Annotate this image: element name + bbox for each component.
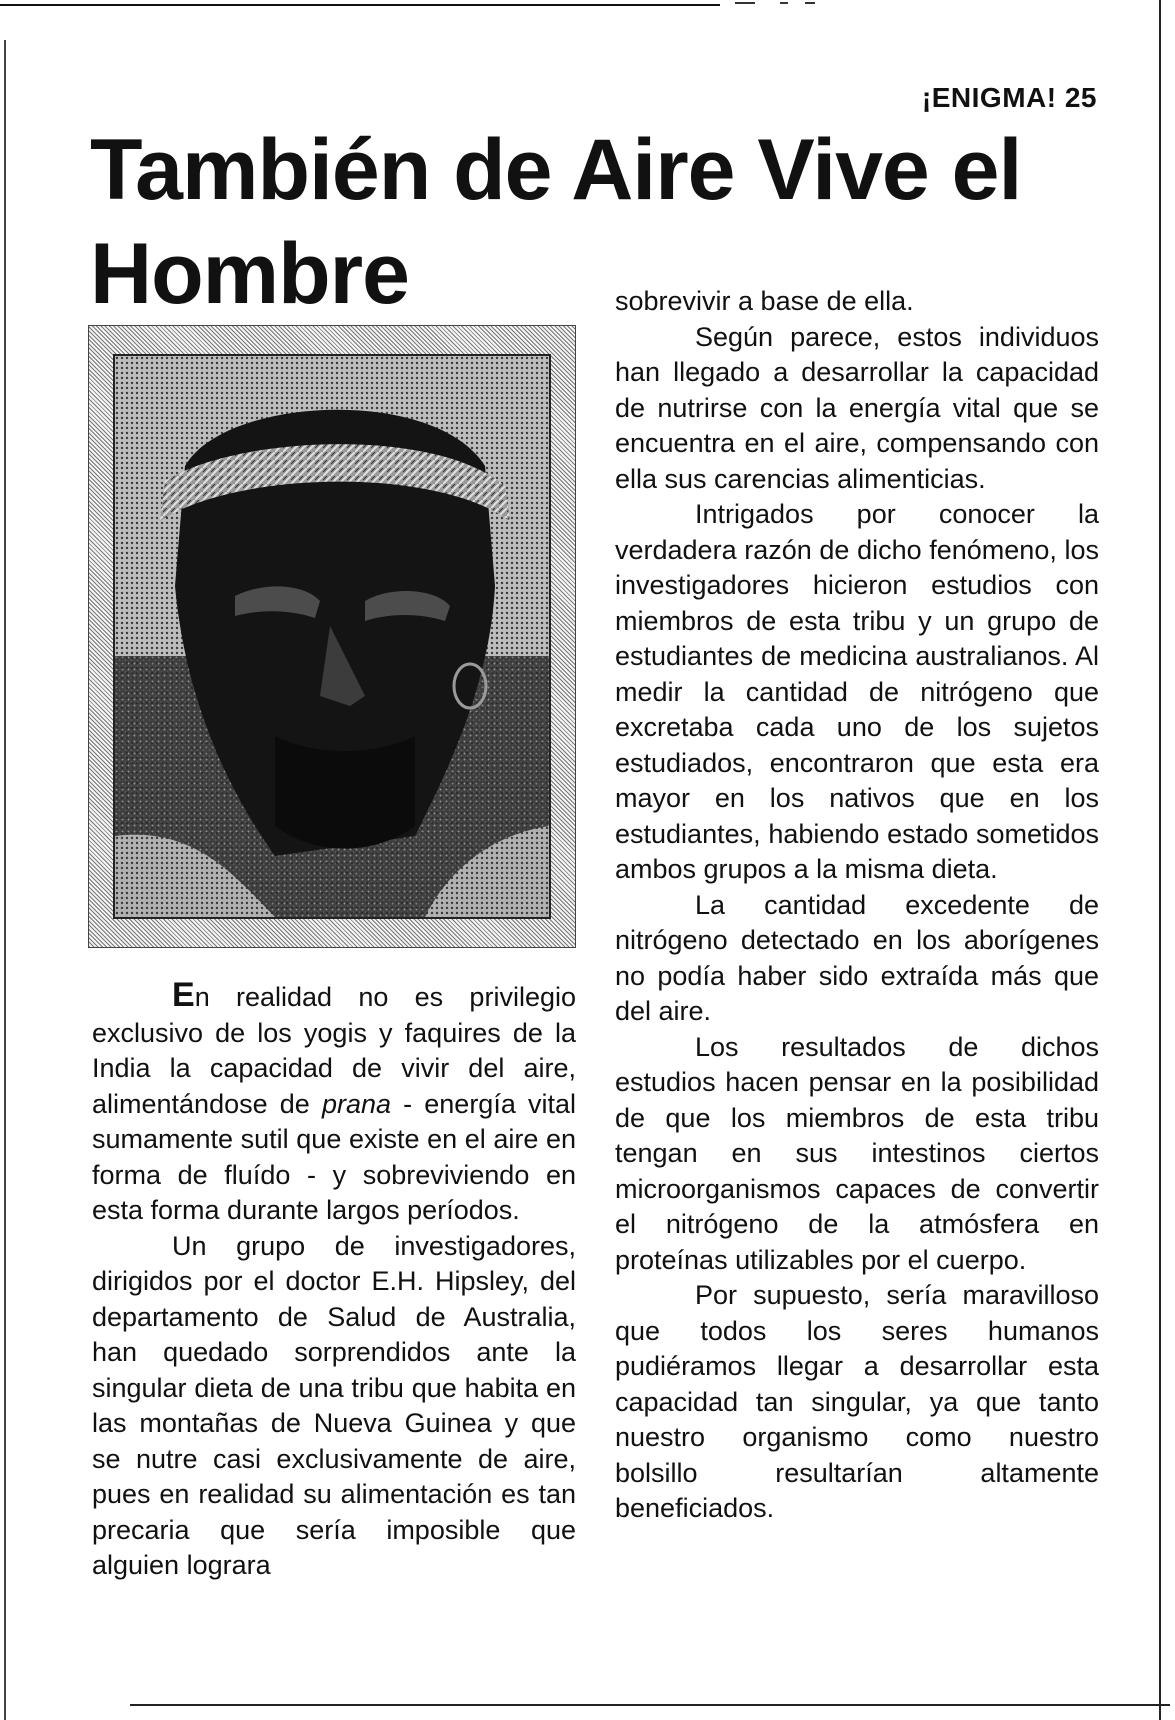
scan-mark	[735, 2, 755, 4]
article-title: También de Aire Vive el Hombre	[90, 122, 1022, 322]
scan-edge-right	[1159, 0, 1161, 1720]
scan-mark	[780, 2, 788, 4]
drop-cap: E	[172, 976, 195, 1014]
article-column-right	[615, 284, 1099, 1527]
portrait-illustration	[115, 356, 549, 917]
paragraph-2-continued: sobrevivir a base de ella.	[615, 286, 914, 316]
scan-edge-bottom	[130, 1704, 1170, 1706]
scan-edge-left	[4, 40, 6, 1720]
paragraph-2: Un grupo de investigadores, dirigidos por el doctor E.H. Hipsley, del departamento de Salud de Australia, han quedado sorprendidos ante la singular dieta de una tribu que habita en las montañas de Nueva Guinea y que se nutre casi exclusivamente de aire, pues en realidad su alimentación es tan precaria que sería imposible que alguien lograra	[92, 1230, 576, 1580]
intro-text-a: n realidad no es privilegio exclusivo de los yogis y faquires de la India la capacidad de vivir del aire, alimentándose de	[92, 982, 576, 1119]
paragraph-6: Los resultados de dichos estudios hacen pensar en la posibilidad de que los miembros de esta tribu tengan en sus intestinos ciertos microorganismos capaces de convertir el nitrógeno de la atmósfera en proteínas utilizables por el cuerpo.	[615, 1031, 1099, 1275]
portrait-photo	[113, 354, 551, 919]
photo-frame	[88, 325, 576, 948]
paragraph-7: Por supuesto, sería maravilloso que todos los seres humanos pudiéramos llegar a desarrollar esta capacidad tan singular, ya que tanto nuestro organismo como nuestro bolsillo resultarían altamente beneficiados.	[615, 1280, 1099, 1523]
intro-paragraph	[92, 978, 576, 1229]
scan-edge-top	[0, 4, 720, 6]
intro-italic: prana	[321, 1088, 391, 1119]
article-column-left	[92, 978, 576, 1584]
paragraph-4: Intrigados por conocer la verdadera razón de dicho fenómeno, los investigadores hicieron estudios con miembros de esta tribu y un grupo de estudiantes de medicina australianos. Al medir la cantidad de nitrógeno que excretaba cada uno de los sujetos estudiados, encontraron que esta era mayor en los nativos que en los estudiantes, habiendo estado sometidos ambos grupos a la misma dieta.	[615, 499, 1099, 884]
scan-mark	[805, 2, 815, 4]
section-header: ¡ENIGMA! 25	[921, 82, 1097, 113]
paragraph-3: Según parece, estos individuos han llegado a desarrollar la capacidad de nutrirse con la energía vital que se encuentra en el aire, compensando con ella sus carencias alimenticias.	[615, 321, 1099, 494]
paragraph-5: La cantidad excedente de nitrógeno detectado en los aborígenes no podía haber sido extraída más que del aire.	[615, 889, 1099, 1026]
intro-text-b: - energía vital sumamente sutil que existe en el aire en forma de fluído - y sobreviviendo en esta forma durante largos períodos.	[92, 1088, 576, 1225]
